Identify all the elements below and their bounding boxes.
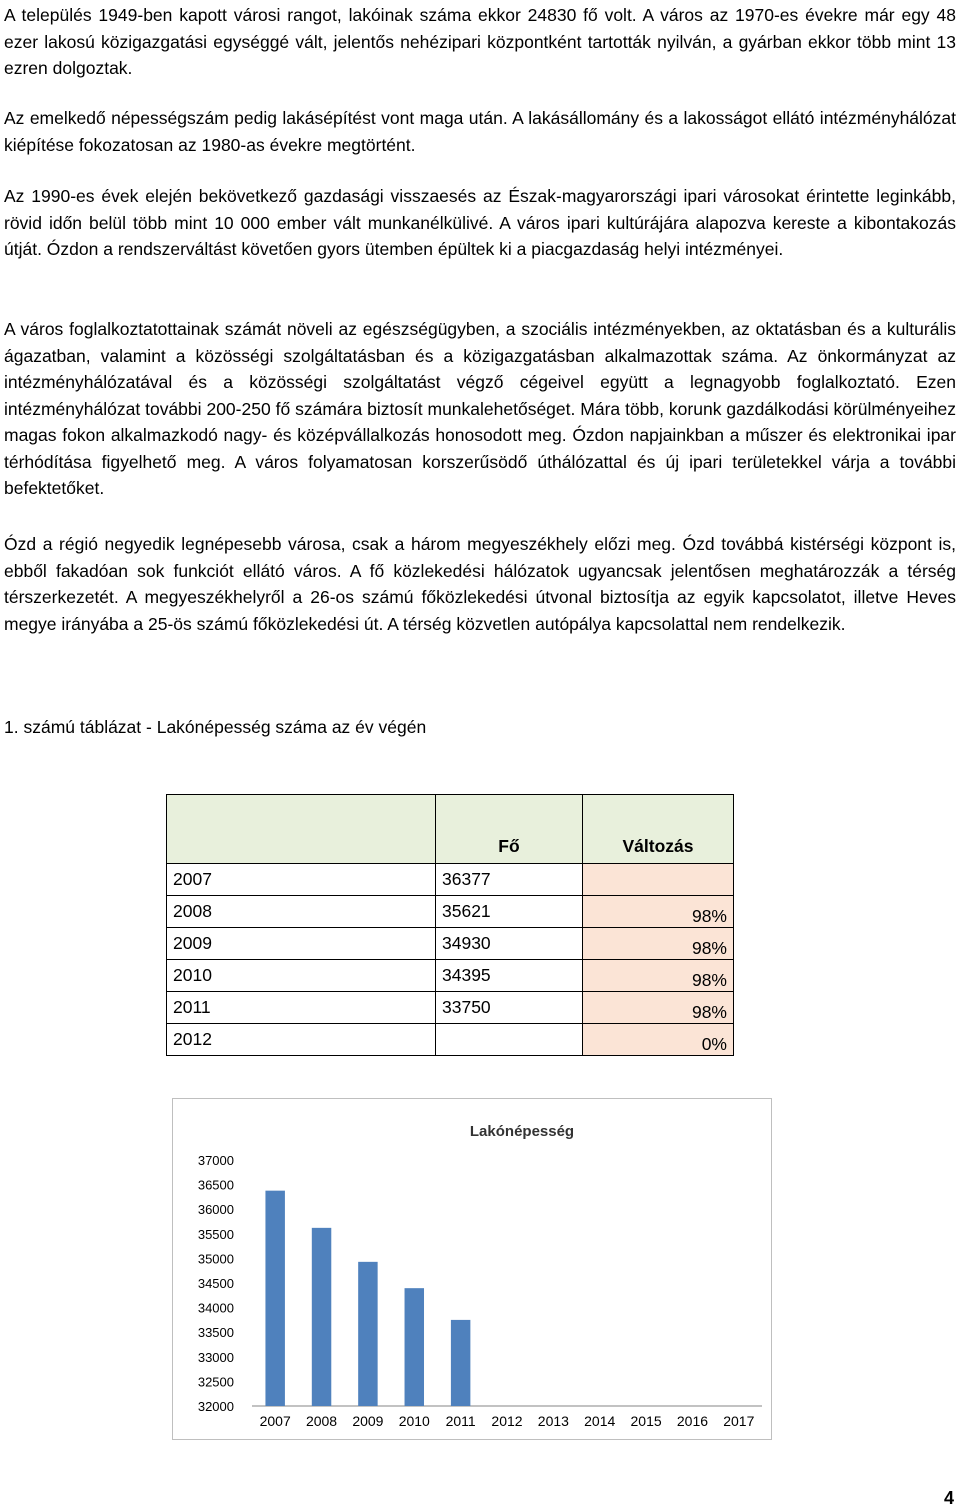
population-table [166,794,734,1056]
x-tick-label: 2013 [537,1413,569,1429]
page-number: 4 [943,1488,954,1508]
bar-2010 [405,1288,424,1406]
paragraph-4: A város foglalkoztatottainak számát növeli az egészségügyben, a szociális intézményekben, az oktatásban és a kulturális ágazatban, valamint a közösségi szolgáltatásban és a közigazgatásban alkalmazottak száma. Az önkormányzat az intézményhálózatával és a közösségi szolgáltatást végző cégeivel együtt a legnagyobb foglalkoztató. Ezen intézményhálózat további 200-250 fő számára biztosít munkalehetőséget. Mára több, korunk gazdálkodási körülményeihez magas fokon alkalmazkodó nagy- és középvállalkozás honosodott meg. Ózdon napjainkban a műszer és elektronikai ipar térhódítása figyelhető meg. A város folyamatosan korszerűsödő úthálózattal és új ipari területekkel várja a további befektetőket. [4,319,956,498]
x-tick-label: 2016 [676,1413,709,1429]
table-row [167,1024,734,1056]
y-tick-label: 34000 [197,1300,234,1316]
table-cell-change [583,864,734,896]
table-cell-year: 2008 [167,896,436,928]
x-tick-label: 2012 [491,1413,523,1429]
y-tick-label: 34500 [197,1276,234,1291]
table-cell-persons [436,1024,583,1056]
table-cell-change: 98% [583,960,734,992]
population-chart-svg [172,1098,772,1440]
y-tick-label: 35500 [197,1226,234,1242]
table-cell-year: 2010 [167,960,436,992]
table-header-change: Változás [583,795,734,864]
paragraph-3: Az 1990-es évek elején bekövetkező gazdasági visszaesés az Észak-magyarországi ipari városokat érintette leginkább, rövid időn belül több mint 10 000 ember vált munkanélkülivé. A város ipari kultúrájára alapozva kereste a kibontakozás útját. Ózdon a rendszerváltást követően gyors ütemben épültek ki a piacgazdaság helyi intézményei. [4,186,956,259]
x-tick-label: 2015 [630,1413,662,1429]
y-tick-label: 32500 [197,1374,234,1390]
y-tick-label: 36500 [197,1177,234,1193]
x-tick-label: 2017 [723,1413,755,1429]
bar-2008 [312,1228,331,1406]
table-cell-persons: 35621 [436,896,583,928]
table-cell-change: 98% [583,896,734,928]
y-tick-label: 35000 [197,1251,234,1267]
y-tick-label: 36000 [197,1202,234,1218]
table-header-row [167,795,734,864]
table-header-year [167,795,436,864]
table-cell-year: 2011 [167,992,436,1024]
x-tick-label: 2008 [305,1413,338,1429]
y-tick-label: 33500 [197,1325,234,1341]
paragraph-1: A település 1949-ben kapott városi rangot, lakóinak száma ekkor 24830 fő volt. A város az 1970-es évekre már egy 48 ezer lakosú közigazgatási egységgé vált, jelentős nehézipari központként tartották nyilván, a gyárban ekkor több mint 13 ezren dolgoztak. [4,5,956,78]
x-tick-label: 2007 [259,1413,291,1429]
table-caption: 1. számú táblázat - Lakónépesség száma az év végén [4,717,427,737]
table-row [167,896,734,928]
table-cell-persons: 36377 [436,864,583,896]
table-cell-change: 98% [583,928,734,960]
table-cell-year: 2009 [167,928,436,960]
y-tick-label: 32000 [197,1399,234,1414]
table-row [167,928,734,960]
table-cell-persons: 33750 [436,992,583,1024]
bar-2007 [265,1191,284,1406]
table-cell-year: 2012 [167,1024,436,1056]
table-cell-change: 0% [583,1024,734,1056]
table-cell-persons: 34930 [436,928,583,960]
table-cell-year: 2007 [167,864,436,896]
chart-frame [173,1099,772,1440]
x-tick-label: 2009 [352,1413,384,1429]
table-row [167,960,734,992]
x-tick-label: 2011 [445,1413,476,1429]
table-row [167,992,734,1024]
y-tick-label: 37000 [197,1153,234,1168]
bar-2011 [451,1320,470,1406]
table-header-persons: Fő [436,795,583,864]
table-row [167,864,734,896]
chart-title: Lakónépesség [469,1123,575,1140]
y-tick-label: 33000 [197,1349,234,1365]
bar-2009 [358,1262,377,1406]
x-tick-label: 2010 [398,1413,430,1429]
paragraph-5: Ózd a régió negyedik legnépesebb városa, csak a három megyeszékhely előzi meg. Ózd továbbá kistérségi központ is, ebből fakadóan sok funkciót ellátó város. A fő közlekedési hálózatok ugyancsak jelentősen meghatározzák a térség térszerkezetét. A megyeszékhelyről a 26-os számú főközlekedési útvonal biztosítja az egyik kapcsolatot, illetve Heves megye irányába a 25-ös számú főközlekedési út. A térség közvetlen autópálya kapcsolattal nem rendelkezik. [4,534,956,634]
table-cell-persons: 34395 [436,960,583,992]
x-tick-label: 2014 [584,1413,616,1429]
population-chart [172,1098,772,1440]
table-cell-change: 98% [583,992,734,1024]
paragraph-2: Az emelkedő népességszám pedig lakásépítést vont maga után. A lakásállomány és a lakosságot ellátó intézményhálózat kiépítése fokozatosan az 1980-as évekre megtörtént. [4,108,956,155]
